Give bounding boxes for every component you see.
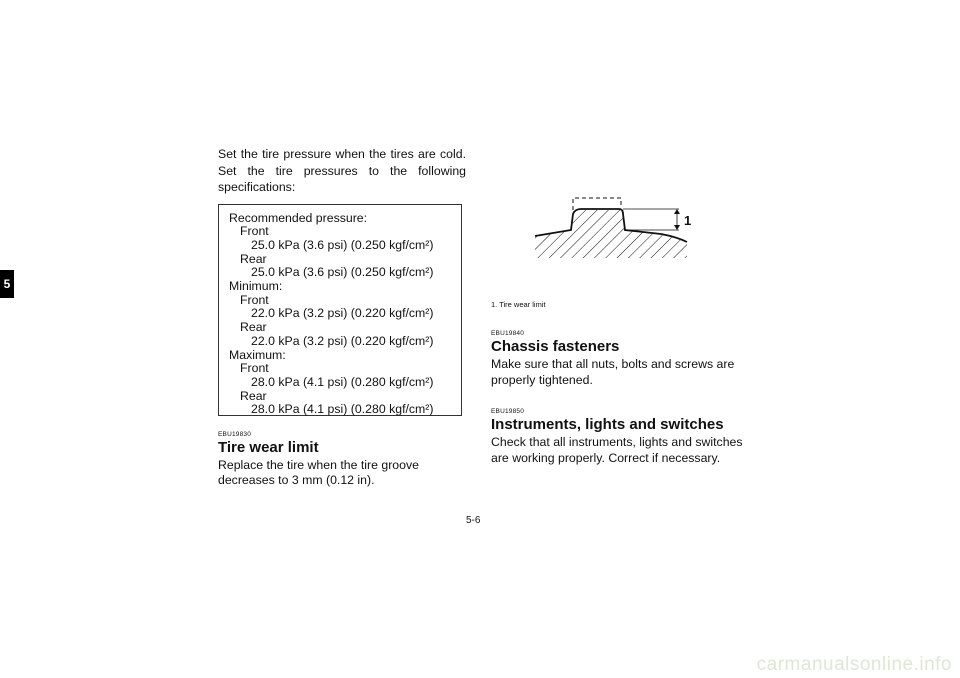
figure-callout: 1 <box>684 213 692 228</box>
tire-tread-diagram <box>491 180 753 298</box>
section-body: Check that all instruments, lights and switches are working properly. Correct if necessary. <box>491 435 743 465</box>
section-code: EBU19830 <box>218 430 252 438</box>
left-column <box>218 146 466 489</box>
instruments-section <box>491 408 753 466</box>
spec-recommended-label: Recommended pressure: <box>229 210 368 225</box>
right-column <box>491 180 753 466</box>
figure-caption: 1. Tire wear limit <box>491 300 546 309</box>
spec-rear-label: Rear <box>240 251 267 266</box>
spec-front-label: Front <box>240 361 269 376</box>
tire-wear-section <box>218 431 466 489</box>
chapter-tab: 5 <box>0 270 14 298</box>
spec-rear-label: Rear <box>240 388 267 403</box>
section-body: Make sure that all nuts, bolts and screws are properly tightened. <box>491 357 735 387</box>
spec-minimum-front: 22.0 kPa (3.2 psi) (0.220 kgf/cm²) <box>251 306 434 321</box>
spec-recommended-rear: 25.0 kPa (3.6 psi) (0.250 kgf/cm²) <box>251 265 434 280</box>
section-code: EBU19840 <box>491 330 525 337</box>
spec-rear-label: Rear <box>240 320 267 335</box>
spec-recommended-front: 25.0 kPa (3.6 psi) (0.250 kgf/cm²) <box>251 237 434 252</box>
tire-wear-figure <box>491 180 753 298</box>
spec-minimum-label: Minimum: <box>229 279 283 294</box>
spec-front-label: Front <box>240 224 269 239</box>
spec-maximum-front: 28.0 kPa (4.1 psi) (0.280 kgf/cm²) <box>251 374 434 389</box>
pressure-spec-box <box>218 204 462 416</box>
section-heading: Instruments, lights and switches <box>491 416 724 433</box>
spec-maximum-label: Maximum: <box>229 347 286 362</box>
spec-maximum-rear: 28.0 kPa (4.1 psi) (0.280 kgf/cm²) <box>251 402 434 417</box>
page-number: 5-6 <box>466 515 481 526</box>
chassis-fasteners-section <box>491 330 753 388</box>
section-body: Replace the tire when the tire groove decreases to 3 mm (0.12 in). <box>218 457 419 487</box>
section-heading: Chassis fasteners <box>491 338 620 355</box>
watermark: carmanualsonline.info <box>756 654 952 675</box>
section-code: EBU19850 <box>491 408 525 415</box>
spec-minimum-rear: 22.0 kPa (3.2 psi) (0.220 kgf/cm²) <box>251 333 434 348</box>
spec-front-label: Front <box>240 292 269 307</box>
intro-text: Set the tire pressure when the tires are cold. Set the tire pressures to the following specifications: <box>218 147 466 194</box>
section-heading: Tire wear limit <box>218 438 319 456</box>
